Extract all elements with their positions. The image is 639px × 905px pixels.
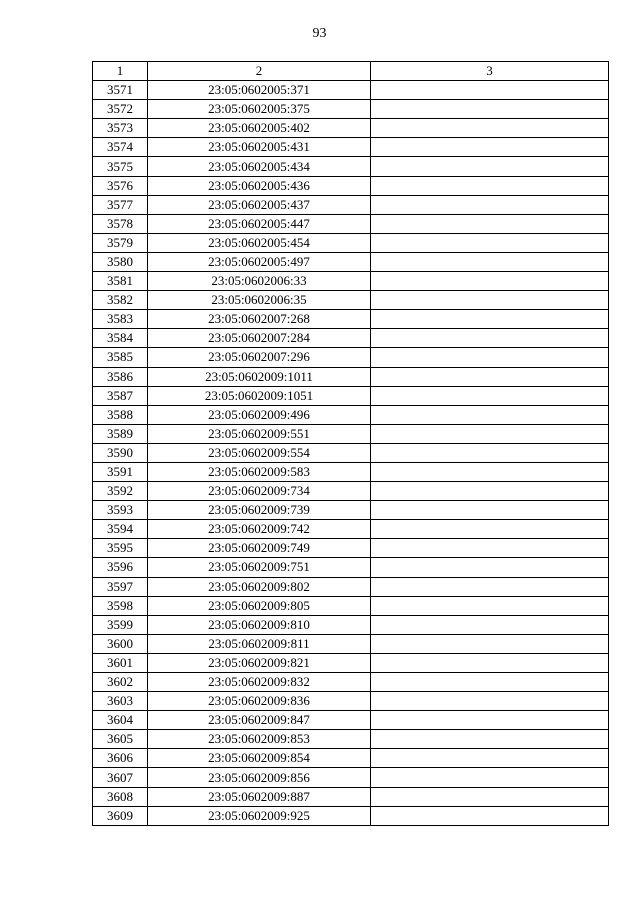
row-number-cell: 3583: [93, 310, 148, 329]
table-row: [93, 749, 609, 768]
column-header-1: 1: [93, 62, 148, 81]
table-row: [93, 233, 609, 252]
cadastral-number-cell: 23:05:0602009:847: [148, 711, 371, 730]
row-number-cell: 3594: [93, 520, 148, 539]
note-cell: [371, 482, 609, 501]
note-cell: [371, 673, 609, 692]
table-body: [93, 81, 609, 826]
note-cell: [371, 291, 609, 310]
cadastral-number-cell: 23:05:0602009:734: [148, 482, 371, 501]
table-row: [93, 482, 609, 501]
note-cell: [371, 214, 609, 233]
row-number-cell: 3609: [93, 806, 148, 825]
table-row: [93, 405, 609, 424]
note-cell: [371, 81, 609, 100]
note-cell: [371, 634, 609, 653]
row-number-cell: 3585: [93, 348, 148, 367]
cadastral-number-cell: 23:05:0602009:836: [148, 692, 371, 711]
table-row: [93, 119, 609, 138]
row-number-cell: 3572: [93, 100, 148, 119]
table-header-row: [93, 62, 609, 81]
table-row: [93, 806, 609, 825]
note-cell: [371, 405, 609, 424]
table-row: [93, 100, 609, 119]
table-row: [93, 195, 609, 214]
note-cell: [371, 233, 609, 252]
table-row: [93, 443, 609, 462]
note-cell: [371, 653, 609, 672]
cadastral-number-cell: 23:05:0602009:810: [148, 615, 371, 634]
row-number-cell: 3602: [93, 673, 148, 692]
row-number-cell: 3604: [93, 711, 148, 730]
table-row: [93, 558, 609, 577]
cadastral-number-cell: 23:05:0602005:434: [148, 157, 371, 176]
note-cell: [371, 443, 609, 462]
row-number-cell: 3576: [93, 176, 148, 195]
table-row: [93, 730, 609, 749]
row-number-cell: 3581: [93, 272, 148, 291]
cadastral-number-cell: 23:05:0602009:821: [148, 653, 371, 672]
cadastral-number-cell: 23:05:0602007:296: [148, 348, 371, 367]
note-cell: [371, 596, 609, 615]
row-number-cell: 3571: [93, 81, 148, 100]
row-number-cell: 3584: [93, 329, 148, 348]
note-cell: [371, 272, 609, 291]
note-cell: [371, 501, 609, 520]
cadastral-number-cell: 23:05:0602009:551: [148, 424, 371, 443]
cadastral-number-cell: 23:05:0602005:402: [148, 119, 371, 138]
row-number-cell: 3580: [93, 252, 148, 271]
table-row: [93, 501, 609, 520]
cadastral-number-cell: 23:05:0602009:1011: [148, 367, 371, 386]
column-header-2: 2: [148, 62, 371, 81]
row-number-cell: 3595: [93, 539, 148, 558]
cadastral-number-cell: 23:05:0602005:371: [148, 81, 371, 100]
cadastral-number-cell: 23:05:0602009:811: [148, 634, 371, 653]
note-cell: [371, 176, 609, 195]
row-number-cell: 3606: [93, 749, 148, 768]
table-row: [93, 291, 609, 310]
table-row: [93, 596, 609, 615]
note-cell: [371, 252, 609, 271]
cadastral-number-cell: 23:05:0602009:832: [148, 673, 371, 692]
page-number: 93: [312, 26, 327, 41]
note-cell: [371, 520, 609, 539]
cadastral-number-cell: 23:05:0602007:268: [148, 310, 371, 329]
column-header-3: 3: [371, 62, 609, 81]
cadastral-number-cell: 23:05:0602005:454: [148, 233, 371, 252]
table-row: [93, 577, 609, 596]
table-row: [93, 81, 609, 100]
cadastral-number-cell: 23:05:0602006:33: [148, 272, 371, 291]
table-row: [93, 176, 609, 195]
note-cell: [371, 577, 609, 596]
row-number-cell: 3588: [93, 405, 148, 424]
cadastral-number-cell: 23:05:0602009:554: [148, 443, 371, 462]
cadastral-number-cell: 23:05:0602005:436: [148, 176, 371, 195]
note-cell: [371, 367, 609, 386]
table-row: [93, 157, 609, 176]
cadastral-number-cell: 23:05:0602009:496: [148, 405, 371, 424]
table-row: [93, 520, 609, 539]
cadastral-number-cell: 23:05:0602009:853: [148, 730, 371, 749]
cadastral-number-cell: 23:05:0602009:583: [148, 462, 371, 481]
row-number-cell: 3605: [93, 730, 148, 749]
note-cell: [371, 730, 609, 749]
row-number-cell: 3589: [93, 424, 148, 443]
row-number-cell: 3575: [93, 157, 148, 176]
row-number-cell: 3578: [93, 214, 148, 233]
cadastral-number-cell: 23:05:0602009:739: [148, 501, 371, 520]
cadastral-number-cell: 23:05:0602009:749: [148, 539, 371, 558]
table-row: [93, 711, 609, 730]
cadastral-number-cell: 23:05:0602005:497: [148, 252, 371, 271]
cadastral-number-cell: 23:05:0602009:854: [148, 749, 371, 768]
cadastral-number-cell: 23:05:0602009:1051: [148, 386, 371, 405]
note-cell: [371, 386, 609, 405]
table-row: [93, 424, 609, 443]
cadastral-number-cell: 23:05:0602005:447: [148, 214, 371, 233]
row-number-cell: 3597: [93, 577, 148, 596]
cadastral-number-cell: 23:05:0602007:284: [148, 329, 371, 348]
row-number-cell: 3574: [93, 138, 148, 157]
table-row: [93, 252, 609, 271]
table-row: [93, 310, 609, 329]
row-number-cell: 3590: [93, 443, 148, 462]
note-cell: [371, 310, 609, 329]
cadastral-number-cell: 23:05:0602009:802: [148, 577, 371, 596]
row-number-cell: 3579: [93, 233, 148, 252]
table-row: [93, 348, 609, 367]
cadastral-number-cell: 23:05:0602009:805: [148, 596, 371, 615]
note-cell: [371, 424, 609, 443]
note-cell: [371, 692, 609, 711]
table-row: [93, 138, 609, 157]
note-cell: [371, 806, 609, 825]
note-cell: [371, 348, 609, 367]
cadastral-number-cell: 23:05:0602009:856: [148, 768, 371, 787]
row-number-cell: 3577: [93, 195, 148, 214]
table-row: [93, 692, 609, 711]
note-cell: [371, 462, 609, 481]
registry-table: [92, 61, 609, 826]
table-row: [93, 329, 609, 348]
note-cell: [371, 711, 609, 730]
note-cell: [371, 787, 609, 806]
table-row: [93, 634, 609, 653]
row-number-cell: 3608: [93, 787, 148, 806]
table-row: [93, 615, 609, 634]
note-cell: [371, 558, 609, 577]
table-row: [93, 386, 609, 405]
row-number-cell: 3603: [93, 692, 148, 711]
table-row: [93, 539, 609, 558]
note-cell: [371, 329, 609, 348]
row-number-cell: 3600: [93, 634, 148, 653]
cadastral-number-cell: 23:05:0602009:751: [148, 558, 371, 577]
note-cell: [371, 768, 609, 787]
row-number-cell: 3596: [93, 558, 148, 577]
cadastral-number-cell: 23:05:0602006:35: [148, 291, 371, 310]
table-row: [93, 214, 609, 233]
row-number-cell: 3586: [93, 367, 148, 386]
note-cell: [371, 119, 609, 138]
table-row: [93, 787, 609, 806]
table-row: [93, 367, 609, 386]
cadastral-number-cell: 23:05:0602009:742: [148, 520, 371, 539]
note-cell: [371, 195, 609, 214]
note-cell: [371, 138, 609, 157]
row-number-cell: 3587: [93, 386, 148, 405]
row-number-cell: 3591: [93, 462, 148, 481]
table-row: [93, 768, 609, 787]
row-number-cell: 3573: [93, 119, 148, 138]
note-cell: [371, 100, 609, 119]
row-number-cell: 3599: [93, 615, 148, 634]
row-number-cell: 3593: [93, 501, 148, 520]
note-cell: [371, 615, 609, 634]
row-number-cell: 3607: [93, 768, 148, 787]
row-number-cell: 3592: [93, 482, 148, 501]
cadastral-number-cell: 23:05:0602005:437: [148, 195, 371, 214]
row-number-cell: 3601: [93, 653, 148, 672]
table-row: [93, 462, 609, 481]
table-row: [93, 272, 609, 291]
table-row: [93, 653, 609, 672]
note-cell: [371, 539, 609, 558]
note-cell: [371, 749, 609, 768]
row-number-cell: 3582: [93, 291, 148, 310]
cadastral-number-cell: 23:05:0602005:431: [148, 138, 371, 157]
note-cell: [371, 157, 609, 176]
cadastral-number-cell: 23:05:0602009:925: [148, 806, 371, 825]
row-number-cell: 3598: [93, 596, 148, 615]
cadastral-number-cell: 23:05:0602005:375: [148, 100, 371, 119]
cadastral-number-cell: 23:05:0602009:887: [148, 787, 371, 806]
table-row: [93, 673, 609, 692]
